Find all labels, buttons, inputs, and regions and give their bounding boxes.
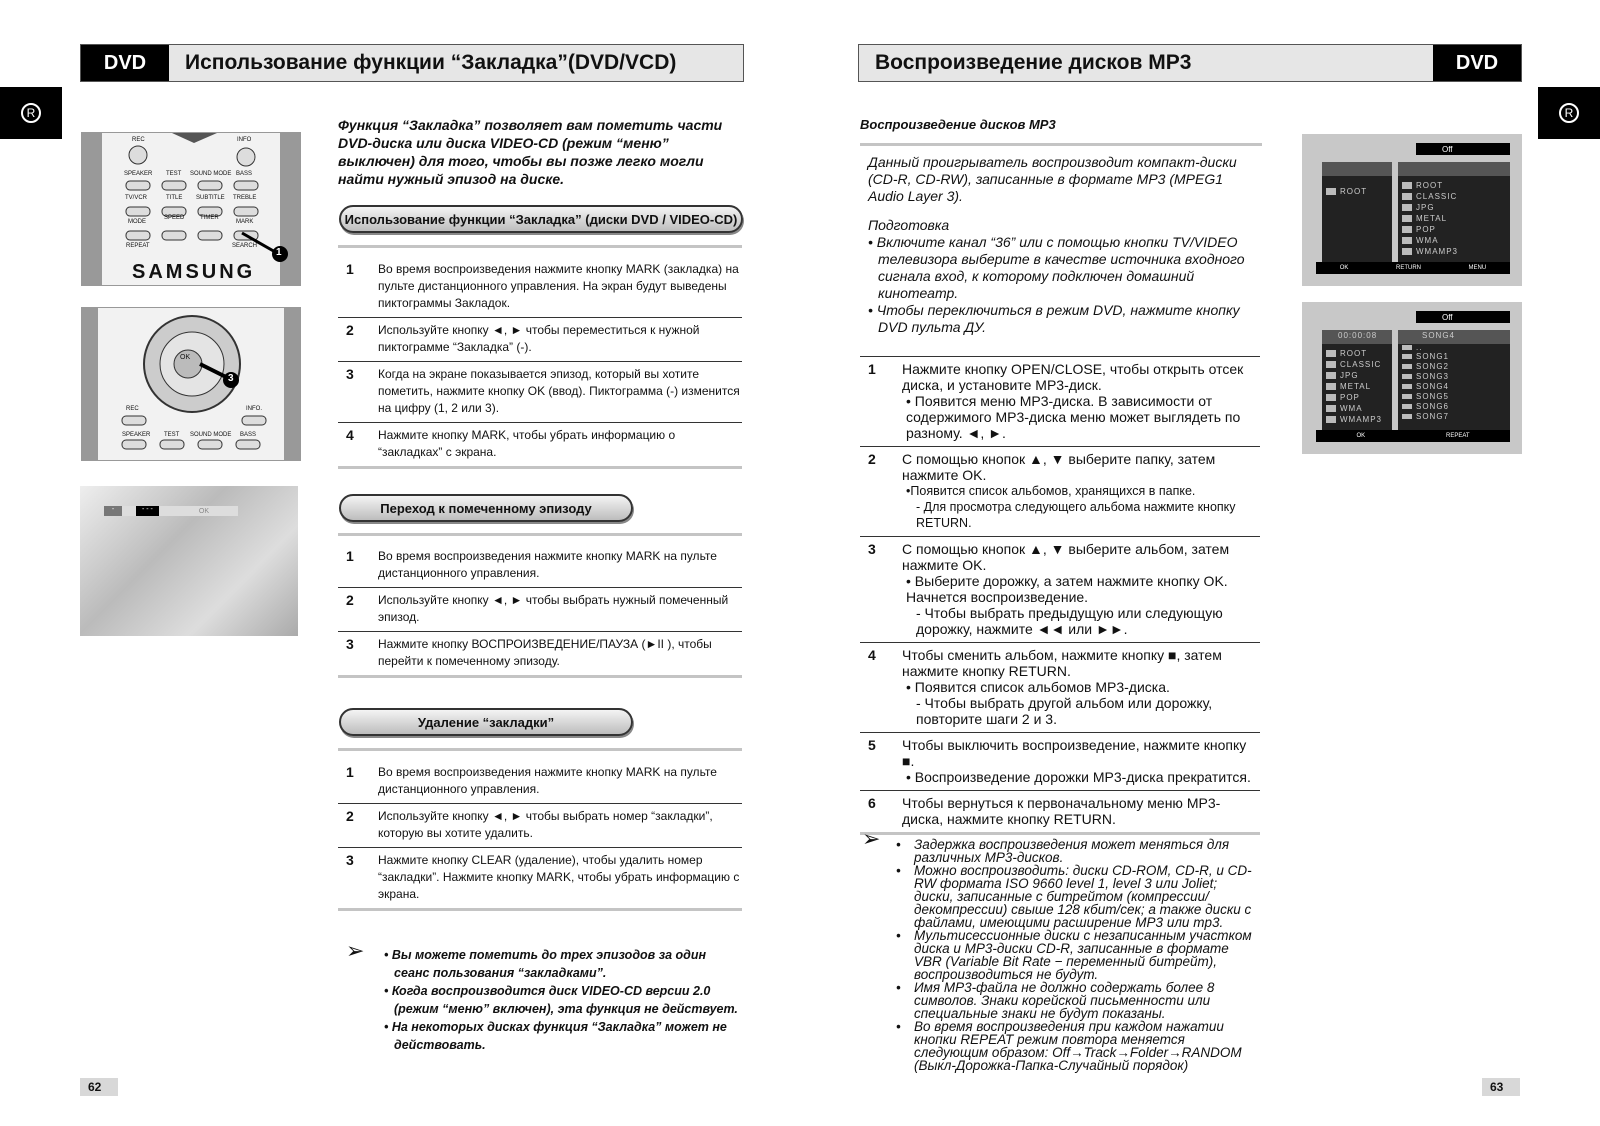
note-item: • Когда воспроизводится диск VIDEO-CD версии 2.0 (режим “меню” включен), эта функция не действует. [384, 984, 738, 1016]
folder-name: JPG [1340, 371, 1359, 380]
intro-text: Функция “Закладка” позволяет вам пометить части DVD-диска или диска VIDEO-CD (режим “меню” выключен) для того, чтобы вы позже легко могли найти нужный эпизод на диске. [338, 117, 723, 187]
treble-label: TREBLE [233, 195, 257, 201]
prep-item: • Чтобы переключиться в режим DVD, нажмите кнопку DVD пульта ДУ. [868, 302, 1240, 335]
folder-name: JPG [1416, 203, 1435, 212]
bookmark-osd-image [80, 486, 298, 636]
section1-title: Использование функции “Закладка” (диски DVD / VIDEO-CD) [339, 205, 743, 233]
sound-mode-label-2: SOUND MODE [190, 432, 232, 438]
step-text: Когда на экране показывается эпизод, который вы хотите пометить, нажмите кнопку OK (ввод). Пиктограмма (-) изменится на цифру (1, 2 или 3). [378, 367, 740, 415]
folder-item [1402, 202, 1506, 213]
speaker-label-2: SPEAKER [122, 432, 151, 438]
step-text: Чтобы вернуться к первоначальному меню MP3-диска, нажмите кнопку RETURN. [902, 795, 1221, 827]
mp3-menu-screen-2 [1302, 302, 1522, 454]
step-subtext: • Воспроизведение дорожки MP3-диска прекратится. [906, 769, 1251, 785]
step-subtext: •Появится список альбомов, хранящихся в папке. [906, 484, 1196, 498]
repeat-label: REPEAT [126, 243, 150, 249]
step-text: Используйте кнопку ◄, ► чтобы выбрать нужный помеченный эпизод. [378, 593, 729, 624]
note-text: Мультисессионные диски с незаписанным участком диска и MP3-диски CD-R, записанные в формате VBR (Variable Bit Rate − переменный битрейт), воспроизводиться не будут. [914, 928, 1252, 982]
mode-label: MODE [128, 219, 146, 225]
right-intro [868, 154, 1258, 336]
note-item: • На некоторых дисках функция “Закладка” может не действовать. [384, 1020, 727, 1052]
step [338, 632, 742, 678]
step-number: 4 [868, 647, 876, 663]
step [338, 760, 742, 804]
folder-item [1326, 186, 1388, 197]
title-label: TITLE [166, 195, 183, 201]
step [338, 804, 742, 848]
folder-name: WMA [1416, 236, 1439, 245]
dvd-badge: DVD [81, 45, 169, 81]
folder-name: METAL [1340, 382, 1372, 391]
mark-label: MARK [236, 219, 254, 225]
tv-vcr-label: TV/VCR [125, 195, 148, 201]
step-text: Во время воспроизведения нажмите кнопку MARK на пульте дистанционного управления. [378, 765, 717, 796]
step-text: С помощью кнопок ▲, ▼ выберите альбом, затем нажмите OK. [902, 541, 1230, 573]
step-text: Чтобы сменить альбом, нажмите кнопку ■, затем нажмите кнопку RETURN. [902, 647, 1222, 679]
left-header [80, 44, 744, 82]
folder-icon [1326, 188, 1336, 195]
footer-ok: OK [1339, 265, 1349, 271]
info-label-2: INFO. [246, 406, 262, 412]
step-subtext: - Чтобы выбрать предыдущую или следующую дорожку, нажмите ◄◄ или ►►. [916, 605, 1223, 637]
step-text: Используйте кнопку ◄, ► чтобы переместиться к нужной пиктограмме “Закладка” (-). [378, 323, 700, 354]
section3-rule [338, 748, 742, 751]
step [338, 257, 742, 318]
page-title: Использование функции “Закладка”(DVD/VCD) [185, 51, 677, 74]
section2-title: Переход к помеченному эпизоду [339, 494, 633, 522]
note-item: • Во время воспроизведения при каждом нажатии кнопки REPEAT режим повтора меняется следующим образом: Off→Track→Folder→RANDOM (Выкл-Дорожка-Папка-Случайный порядок) [896, 1020, 1260, 1072]
footer-bar [1316, 430, 1510, 442]
note-item: • Вы можете пометить до трех эпизодов за один сеанс пользования “закладками”. [384, 948, 707, 980]
section3-steps [338, 760, 742, 911]
section3-title: Удаление “закладки” [339, 708, 633, 736]
note-text: Имя MP3-файла не должно содержать более 8 символов. Знаки корейской письменности или специальные знаки не будут показаны. [914, 980, 1215, 1021]
disc-icon [1322, 162, 1392, 176]
folder-name: WMA [1340, 404, 1363, 413]
folder-name: CLASSIC [1416, 192, 1458, 201]
region-badge-right [1538, 87, 1600, 139]
step-number: 6 [868, 795, 876, 811]
right-notes [896, 838, 1260, 1072]
note-item: • Можно воспроизводить: диски CD-ROM, CD-R, и CD-RW формата ISO 9660 level 1, level 3 или Joliet; диски, записанные с битрейтом (компрессии/декомпрессии) свыше 128 кбит/сек; а также диски с файлами, имеющими расширение MP3 или mp3. [896, 864, 1260, 929]
note-arrow-icon: ➢ [346, 938, 365, 963]
ok-label: OK [180, 354, 191, 361]
step-subtext: - Для просмотра следующего альбома нажмите кнопку RETURN. [916, 500, 1236, 530]
dvd-badge-right: DVD [1433, 45, 1521, 81]
remote-image-ok [81, 307, 301, 461]
remote-image-mark [81, 132, 301, 286]
section2-steps [338, 544, 742, 678]
step-number: 1 [868, 361, 876, 377]
current-song: SONG4 [1398, 330, 1510, 344]
speed-label: SPEED [164, 215, 185, 221]
left-notes [380, 946, 740, 1054]
off-bar [1416, 143, 1510, 155]
section1-rule [338, 245, 742, 248]
step-text: Нажмите кнопку OPEN/CLOSE, чтобы открыть отсек диска, и установите MP3-диск. [902, 361, 1244, 393]
time-display: 00:00:08 [1322, 330, 1392, 344]
step [860, 357, 1260, 447]
folder-item [1402, 246, 1506, 257]
note-text: Задержка воспроизведения может меняться для различных MP3-дисков. [914, 837, 1230, 865]
step [338, 588, 742, 632]
folder-item [1402, 224, 1506, 235]
step-number: 1 [346, 764, 354, 780]
timer-label: TIMER [200, 215, 219, 221]
footer-ok: OK [1356, 433, 1366, 439]
song-name: SONG6 [1416, 402, 1450, 411]
repeat-off: Off [1442, 312, 1453, 322]
folder-name: METAL [1416, 214, 1448, 223]
bass-label: BASS [236, 171, 253, 177]
folder-name: ROOT [1340, 349, 1368, 358]
step-number: 3 [868, 541, 876, 557]
step-text: Нажмите кнопку CLEAR (удаление), чтобы удалить номер “закладки”. Нажмите кнопку MARK, чтобы убрать информацию с экрана. [378, 853, 740, 901]
folder-name: ROOT [1340, 187, 1368, 196]
song-panel [1398, 330, 1510, 442]
subtitle-label: SUBTITLE [196, 195, 225, 201]
test-label-2: TEST [164, 432, 180, 438]
step-number: 3 [346, 636, 354, 652]
step-text: Нажмите кнопку MARK, чтобы убрать информацию о “закладках” с экрана. [378, 428, 676, 459]
song-name: SONG4 [1416, 382, 1450, 391]
prep-item: • Включите канал “36” или с помощью кнопки TV/VIDEO телевизора выберите в качестве источника входного сигнала вход, к которому подключен домашний кинотеатр. [868, 234, 1245, 301]
right-steps [860, 356, 1260, 835]
step-number: 2 [346, 808, 354, 824]
rec-label: REC [132, 137, 145, 143]
song-name: SONG1 [1416, 352, 1450, 361]
footer-menu: MENU [1468, 265, 1487, 271]
section2-rule [338, 533, 742, 536]
note-item: • Мультисессионные диски с незаписанным участком диска и MP3-диски CD-R, записанные в формате VBR (Variable Bit Rate − переменный битрейт), воспроизводиться не будут. [896, 929, 1260, 981]
step-subtext: • Выберите дорожку, а затем нажмите кнопку OK. Начнется воспроизведение. [906, 573, 1228, 605]
folder-panel [1322, 330, 1392, 442]
step-text: С помощью кнопок ▲, ▼ выберите папку, затем нажмите OK. [902, 451, 1216, 483]
osd-bar [104, 506, 238, 516]
remote-brand: SAMSUNG [132, 261, 256, 283]
step [860, 733, 1260, 791]
note-item: • Имя MP3-файла не должно содержать более 8 символов. Знаки корейской письменности или специальные знаки не будут показаны. [896, 981, 1260, 1020]
step-subtext: • Появится список альбомов MP3-диска. [906, 679, 1170, 695]
sound-mode-label: SOUND MODE [190, 171, 232, 177]
page-title-right: Воспроизведение дисков MP3 [875, 51, 1192, 74]
folder-name: POP [1416, 225, 1436, 234]
osd-ok: OK [198, 507, 210, 515]
bass-label-2: BASS [240, 432, 257, 438]
step [860, 447, 1260, 537]
step-subtext: • Появится меню MP3-диска. В зависимости от содержимого MP3-диска меню может выглядеть по разному. ◄, ►. [906, 393, 1241, 441]
step-number: 1 [346, 261, 354, 277]
search-label: SEARCH [232, 243, 258, 249]
right-header [858, 44, 1522, 82]
step-subtext: - Чтобы выбрать другой альбом или дорожку, повторите шаги 2 и 3. [916, 695, 1213, 727]
step-number: 2 [346, 592, 354, 608]
footer-repeat: REPEAT [1445, 433, 1470, 439]
folder-name: POP [1340, 393, 1360, 402]
r-circle-icon: R [21, 103, 41, 123]
footer-return: RETURN [1395, 265, 1421, 271]
footer-bar [1316, 262, 1510, 274]
step-number: 4 [346, 427, 354, 443]
folder-name: WMAMP3 [1340, 415, 1382, 424]
folder-item [1402, 191, 1506, 202]
note-item: • Задержка воспроизведения может меняться для различных MP3-дисков. [896, 838, 1260, 864]
step [338, 423, 742, 469]
note-arrow-icon: ➢ [862, 826, 881, 851]
step [338, 362, 742, 423]
section1-steps [338, 257, 742, 469]
step-text: Во время воспроизведения нажмите кнопку MARK (закладка) на пульте дистанционного управления. На экран будут выведены пиктограммы Закладок. [378, 262, 739, 310]
remote-callout-3: 3 [228, 373, 234, 384]
list-panel [1395, 162, 1510, 274]
prep-title: Подготовка [868, 217, 950, 233]
note-text: Во время воспроизведения при каждом нажатии кнопки REPEAT режим повтора меняется следующим образом: Off→Track→Folder→RANDOM (Выкл-Дорожка-Папка-Случайный порядок) [914, 1019, 1242, 1073]
step-number: 1 [346, 548, 354, 564]
step-number: 2 [868, 451, 876, 467]
remote-callout-1: 1 [276, 247, 282, 258]
step-text: Используйте кнопку ◄, ► чтобы выбрать номер “закладки”, которую вы хотите удалить. [378, 809, 713, 840]
step-number: 2 [346, 322, 354, 338]
page-number-right: 63 [1482, 1078, 1520, 1096]
repeat-off: Off [1442, 144, 1453, 154]
step-text: Во время воспроизведения нажмите кнопку MARK на пульте дистанционного управления. [378, 549, 717, 580]
folder-name: WMAMP3 [1416, 247, 1458, 256]
speaker-label: SPEAKER [124, 171, 153, 177]
folder-name: CLASSIC [1340, 360, 1382, 369]
right-subtitle: Воспроизведение дисков MP3 [860, 117, 1056, 132]
page-number-left: 62 [80, 1078, 118, 1096]
audio-icon [1398, 162, 1510, 176]
step-number: 3 [346, 852, 354, 868]
song-name: SONG7 [1416, 412, 1450, 421]
rec-label-2: REC [126, 406, 139, 412]
song-name: SONG2 [1416, 362, 1450, 371]
intro-text-right: Данный проигрыватель воспроизводит компакт-диски (CD-R, CD-RW), записанные в формате MP3 (MPEG1 Audio Layer 3). [868, 154, 1237, 204]
info-label: INFO [237, 137, 252, 143]
region-badge-left [0, 87, 62, 139]
note-text: Можно воспроизводить: диски CD-ROM, CD-R, и CD-RW формата ISO 9660 level 1, level 3 или Joliet; диски, записанные с битрейтом (компрессии/декомпрессии) свыше 128 кбит/сек; а также диски с файлами, имеющими расширение MP3 или mp3. [914, 863, 1252, 930]
step-number: 5 [868, 737, 876, 753]
step [338, 318, 742, 362]
test-label: TEST [166, 171, 182, 177]
folder-item [1402, 180, 1506, 191]
song-name: SONG3 [1416, 372, 1450, 381]
step [860, 791, 1260, 835]
right-subtitle-rule [860, 143, 1262, 146]
step [338, 544, 742, 588]
step-number: 3 [346, 366, 354, 382]
folder-name: ROOT [1416, 181, 1444, 190]
step-text: Нажмите кнопку ВОСПРОИЗВЕДЕНИЕ/ПАУЗА (►II ), чтобы перейти к помеченному эпизоду. [378, 637, 712, 668]
r-circle-icon: R [1559, 103, 1579, 123]
step [338, 848, 742, 911]
mp3-menu-screen-1 [1302, 134, 1522, 286]
folder-item [1402, 213, 1506, 224]
song-name: SONG5 [1416, 392, 1450, 401]
step [860, 643, 1260, 733]
off-bar [1416, 311, 1510, 323]
bookmark-icon: - [104, 506, 122, 516]
step [860, 537, 1260, 643]
osd-dashes: - - - [136, 506, 159, 516]
folder-item [1402, 235, 1506, 246]
song-name: .. [1416, 343, 1423, 352]
step-text: Чтобы выключить воспроизведение, нажмите кнопку ■. [902, 737, 1247, 769]
folder-panel [1322, 162, 1392, 274]
